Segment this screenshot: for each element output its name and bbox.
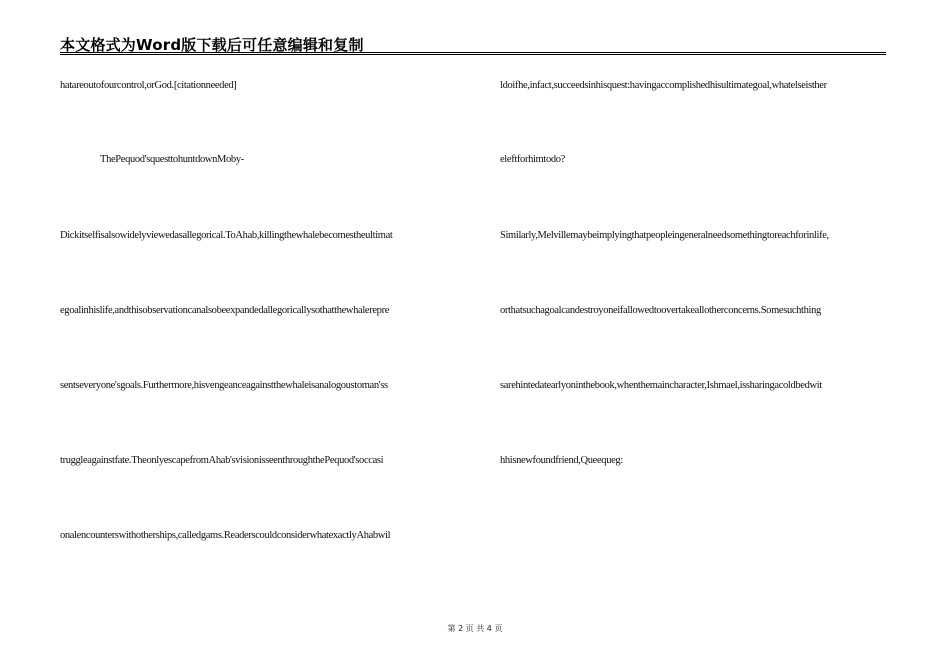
text-line: hhisnewfoundfriend,Queequeg: [500,455,623,466]
text-line: onalencounterswithotherships,calledgams.ReaderscouldconsiderwhatexactlyAhabwil [60,530,391,541]
text-line: sarehintedatearlyoninthebook,whenthemaincharacter,Ishmael,issharingacoldbedwit [500,380,822,391]
document-header-title: 本文格式为Word版下载后可任意编辑和复制 [60,36,364,54]
text-line: Similarly,Melvillemaybeimplyingthatpeopleingeneralneedsomethingtoreachforinlife, [500,230,829,241]
text-line: eleftforhimtodo? [500,154,565,165]
text-line: orthatsuchagoalcandestroyoneifallowedtoovertakeallotherconcerns.Somesuchthing [500,305,821,316]
text-line: Dickitselfisalsowidelyviewedasallegorical.ToAhab,killingthewhalebecomestheultimat [60,230,393,241]
page-number-footer: 第 2 页 共 4 页 [447,624,503,633]
text-line: ThePequod'squesttohuntdownMoby- [100,154,244,165]
text-line: truggleagainstfate.TheonlyescapefromAhab'svisionisseenthroughthePequod'soccasi [60,455,384,466]
text-line: ldoifhe,infact,succeedsinhisquest:havingaccomplishedhisultimategoal,whatelseisther [500,80,827,91]
text-line: sentseveryone'sgoals.Furthermore,hisvengeanceagainstthewhaleisanalogoustoman'ss [60,380,388,391]
header-rule-bottom [60,54,886,55]
text-line: egoalinhislife,andthisobservationcanalsobeexpandedallegoricallysothatthewhalerepre [60,305,390,316]
text-line: hatareoutofourcontrol,orGod.[citationneeded] [60,80,237,91]
header-rule-top [60,52,886,53]
